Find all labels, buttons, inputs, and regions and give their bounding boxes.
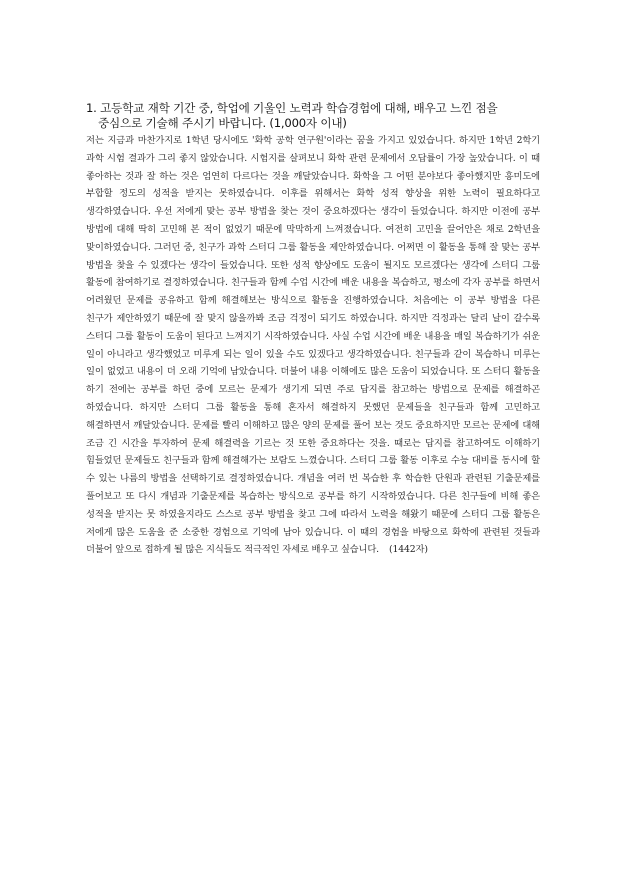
essay-question [86, 101, 540, 131]
answer-text: 저는 지금과 마찬가지로 1학년 당시에도 '화학 공학 연구원'이라는 꿈을 가지고 있었습니다. 하지만 1학년 2학기 과학 시험 결과가 그리 좋지 않았습니다. 시험지를 살펴보니 화학 관련 문제에서 오답률이 가장 높았습니다. 이 때 좋아하는 것과 잘 하는 것은 엄연히 다르다는 것을 깨달았습니다. 화학을 그 어떤 분야보다 좋아했지만 흥미도에 부합할 정도의 성적을 받지는 못하였습니다. 이후를 위해서는 화학 성적 향상을 위한 노력이 필요하다고 생각하였습니다. 우선 저에게 맞는 공부 방법을 찾는 것이 중요하겠다는 생각이 들었습니다. 하지만 이전에 공부 방법에 대해 딱히 고민해 본 적이 없었기 때문에 막막하게 느껴졌습니다. 여전히 고민을 끌어안은 채로 2학년을 맞이하였습니다. 그러던 중, 친구가 과학 스터디 그룹 활동을 제안하였습니다. 어쩌면 이 활동을 통해 잘 맞는 공부 방법을 찾을 수 있겠다는 생각이 들었습니다. 또한 성적 향상에도 도움이 될지도 모르겠다는 생각에 스터디 그룹 활동에 참여하기로 결정하였습니다. 친구들과 함께 수업 시간에 배운 내용을 복습하고, 평소에 각자 공부를 하면서 어려웠던 문제를 공유하고 함께 해결해보는 방식으로 활동을 진행하였습니다. 처음에는 이 공부 방법을 다른 친구가 제안하였기 때문에 잘 맞지 않을까봐 조금 걱정이 되기도 하였습니다. 하지만 걱정과는 달리 날이 갈수록 스터디 그룹 활동이 도움이 된다고 느껴지기 시작하였습니다. 사실 수업 시간에 배운 내용을 매일 복습하기가 쉬운 일이 아니라고 생각했었고 미루게 되는 일이 있을 수도 있겠다고 생각하였습니다. 친구들과 같이 복습하니 미루는 일이 없었고 내용이 더 오래 기억에 남았습니다. 더불어 내용 이해에도 많은 도움이 되었습니다. 또 스터디 활동을 하기 전에는 공부를 하던 중에 모르는 문제가 생기게 되면 주로 답지를 참고하는 방법으로 문제를 해결하곤 하였습니다. 하지만 스터디 그룹 활동을 통해 혼자서 해결하지 못했던 문제들을 친구들과 함께 고민하고 해결하면서 깨달았습니다. 문제를 빨리 이해하고 많은 양의 문제를 풀어 보는 것도 중요하지만 모르는 문제에 대해 조금 긴 시간을 투자하여 문제 해결력을 기르는 것 또한 중요하다는 것을. 때로는 답지를 참고하여도 이해하기 힘들었던 문제들도 친구들과 함께 해결해가는 보람도 느꼈습니다. 스터디 그룹 활동 이후로 수능 대비를 동시에 할 수 있는 나름의 방법을 선택하기로 결정하였습니다. 개념을 여러 번 복습한 후 학습한 단원과 관련된 기출문제를 풀어보고 또 다시 개념과 기출문제를 복습하는 방식으로 공부를 하기 시작하였습니다. 다른 친구들에 비해 좋은 성적을 받지는 못 하였을지라도 스스로 공부 방법을 찾고 그에 따라서 노력을 해왔기 때문에 스터디 그룹 활동은 저에게 많은 도움을 준 소중한 경험으로 기억에 남아 있습니다. 이 때의 경험을 바탕으로 화학에 관련된 것들과 더불어 앞으로 접하게 될 많은 지식들도 적극적인 자세로 배우고 싶습니다. [86, 135, 540, 556]
question-line-1: 1. 고등학교 재학 기간 중, 학업에 기울인 노력과 학습경험에 대해, 배우고 느낀 점을 [86, 101, 498, 115]
question-line-2: 중심으로 기술해 주시기 바랍니다. (1,000자 이내) [98, 116, 347, 130]
character-count: (1442자) [388, 544, 428, 556]
essay-answer [86, 132, 540, 559]
essay-section [86, 101, 540, 559]
